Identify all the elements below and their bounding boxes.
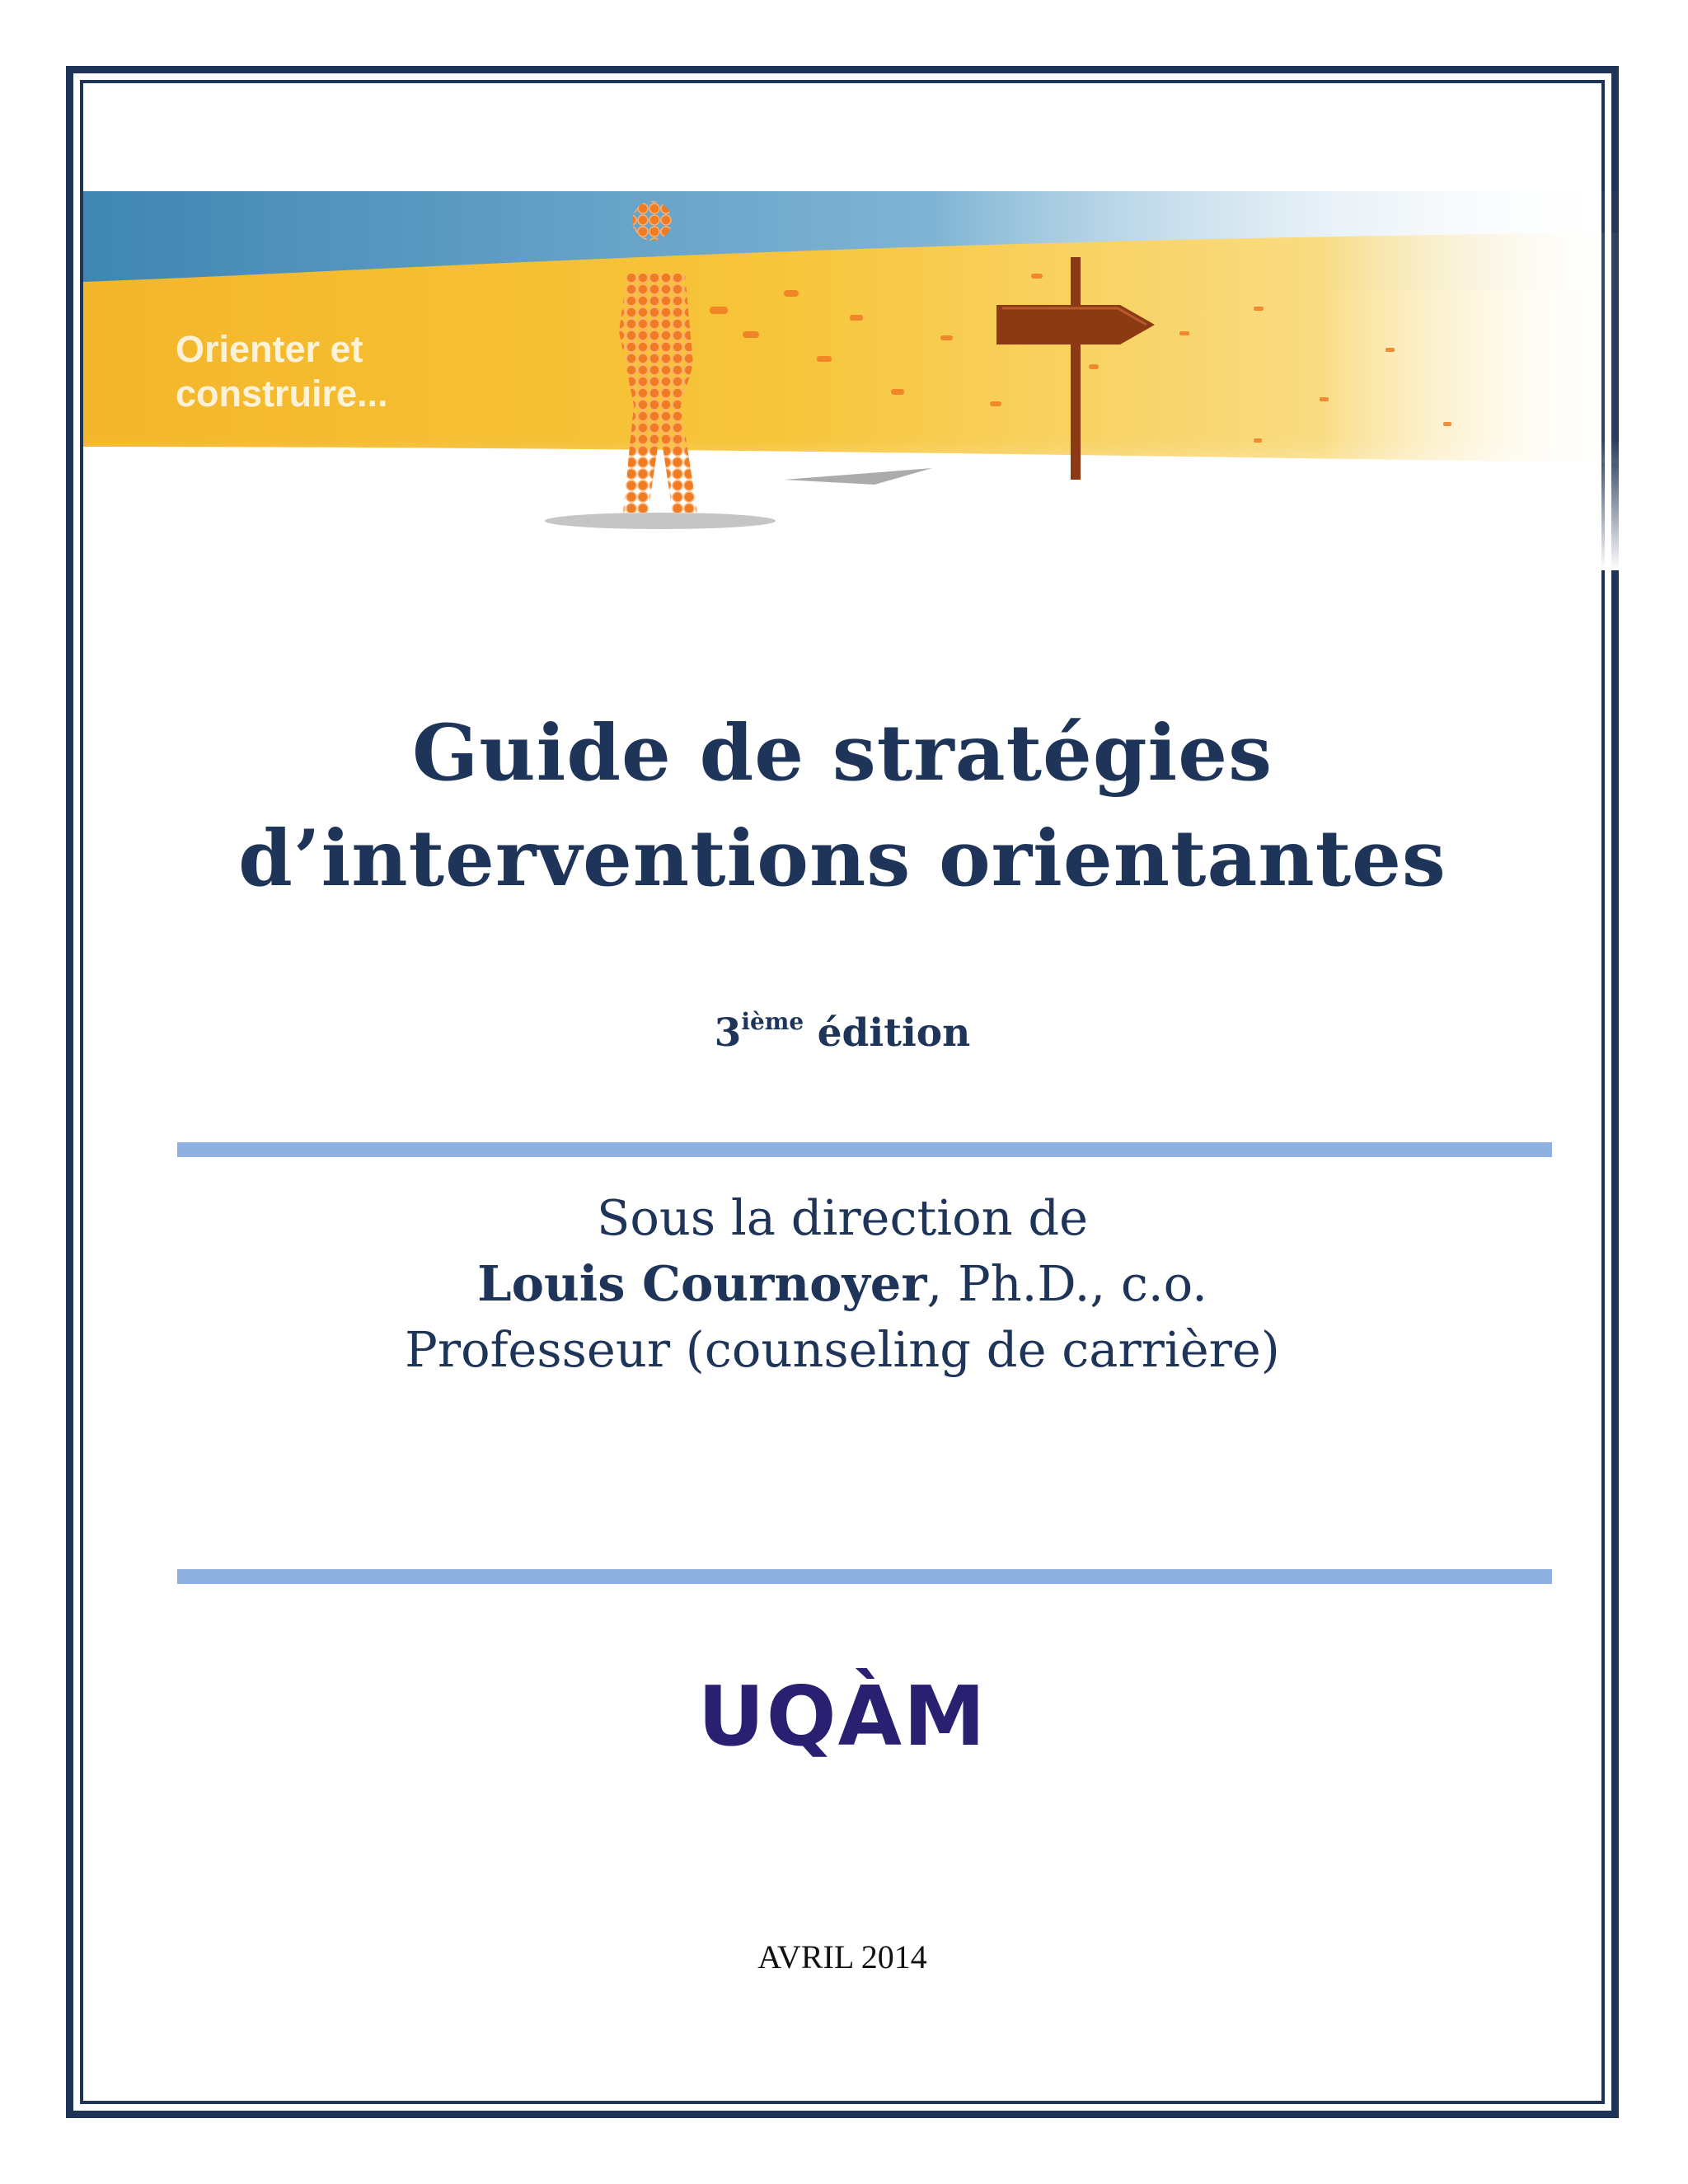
edition-label [83, 997, 1601, 1058]
author-position: Professeur (counseling de carrière) [405, 1321, 1280, 1378]
author-name: Louis Cournoyer [477, 1255, 927, 1312]
banner-tagline-line: Orienter et [176, 328, 363, 370]
cover-banner-illustration [83, 191, 1629, 570]
banner-tagline [176, 327, 388, 416]
title-line: Guide de stratégies [411, 708, 1273, 799]
bottom-divider [177, 1569, 1552, 1584]
author-credentials: , Ph.D., c.o. [926, 1255, 1207, 1312]
edition-number: 3 [714, 1010, 742, 1056]
edition-suffix: ième [741, 1008, 804, 1035]
publication-date: AVRIL 2014 [757, 1938, 927, 1975]
edition-word: édition [817, 1010, 971, 1056]
author-line [83, 1251, 1601, 1317]
top-divider [177, 1142, 1552, 1157]
title-line: d’interventions orientantes [238, 813, 1447, 904]
direction-intro: Sous la direction de [596, 1189, 1089, 1246]
uqam-logo: UQÀM [697, 1668, 987, 1765]
document-title [83, 701, 1601, 912]
banner-tagline-line: construire... [176, 373, 388, 415]
direction-block [83, 1185, 1601, 1383]
